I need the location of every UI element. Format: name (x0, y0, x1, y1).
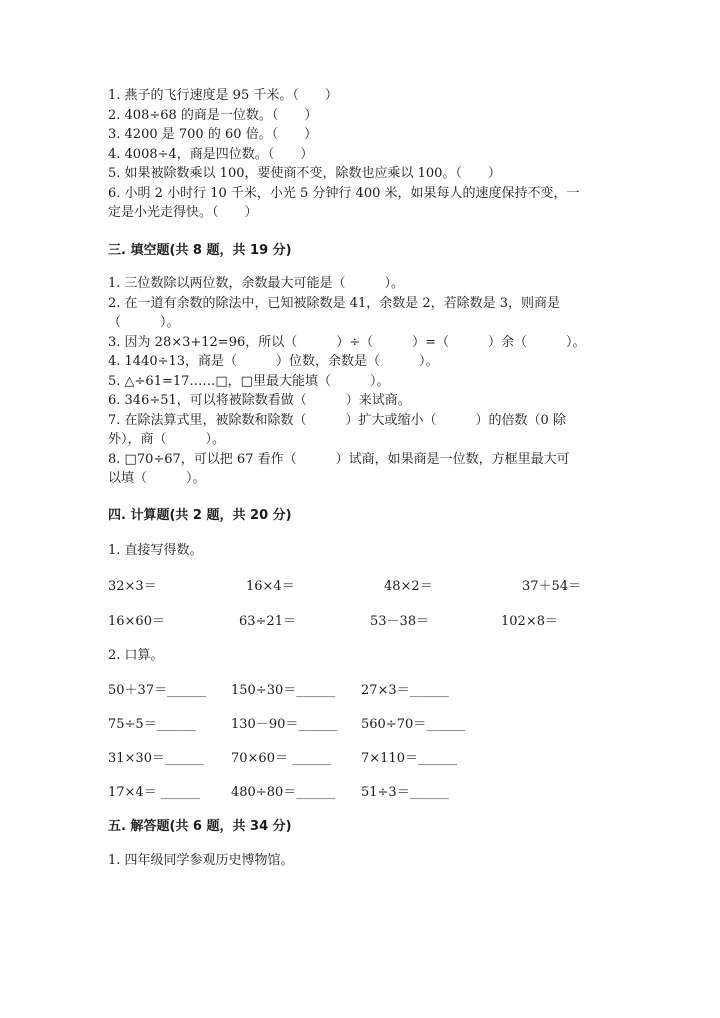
calc-q2-row (108, 783, 613, 803)
calc-q1-problem: 63÷21＝ (239, 613, 296, 629)
fill-item-4: 4. 1440÷13，商是（ ）位数，余数是（ ）。 (108, 354, 439, 369)
judge-item-2: 2. 408÷68 的商是一位数。（ ） (108, 107, 318, 123)
fill-item-3: 3. 因为 28×3+12=96，所以（ ）÷（ ）=（ ）余（ ）。 (108, 334, 586, 350)
calc-q2-problem: 50＋37＝______ (108, 683, 207, 698)
calc-q2-grid (108, 681, 613, 803)
calc-q2-problem: 480÷80＝______ (231, 785, 336, 800)
worksheet-page (108, 86, 613, 870)
calc-q2-row (108, 681, 613, 701)
judge-item-5: 5. 如果被除数乘以 100，要使商不变，除数也应乘以 100。（ ） (108, 166, 501, 181)
fill-item-2: 2. 在一道有余数的除法中，已知被除数是 41，余数是 2，若除数是 3，则商是 (108, 295, 561, 311)
judge-item-3: 3. 4200 是 700 的 60 倍。（ ） (108, 127, 318, 142)
calc-q2-problem: 70×60＝ ______ (231, 751, 332, 766)
calc-q2-row (108, 715, 613, 735)
calc-q1-label: 1. 直接写得数。 (108, 543, 203, 558)
calc-q2-problem: 31×30＝______ (108, 751, 204, 766)
calc-q1-problem: 32×3＝ (108, 578, 157, 594)
judge-item-4: 4. 4008÷4，商是四位数。（ ） (108, 146, 314, 162)
calc-q2-problem: 17×4＝ ______ (108, 785, 200, 800)
calc-q1-problem: 53－38＝ (370, 613, 430, 629)
calc-q1-row (108, 577, 613, 597)
calc-q2-problem: 130－90＝______ (231, 717, 338, 732)
fill-item-1: 1. 三位数除以两位数，余数最大可能是（ ）。 (108, 276, 405, 291)
fill-item-2-cont: （ ）。 (108, 315, 180, 330)
judge-item-6-cont: 定是小光走得快。（ ） (108, 205, 258, 220)
calc-q2-problem: 51÷3＝______ (361, 785, 449, 800)
fill-item-5: 5. △÷61=17……□，□里最大能填（ ）。 (108, 373, 390, 389)
calc-q1-grid (108, 577, 613, 632)
fill-item-7-cont: 外），商（ ）。 (108, 432, 226, 447)
calc-q2-problem: 150÷30＝______ (231, 683, 336, 698)
judge-section (108, 86, 613, 223)
answer-q1: 1. 四年级同学参观历史博物馆。 (108, 852, 294, 868)
calc-q1-problem: 16×4＝ (246, 578, 295, 594)
fill-item-8: 8. □70÷67，可以把 67 看作（ ）试商，如果商是一位数，方框里最大可 (108, 451, 570, 467)
fill-heading: 三. 填空题(共 8 题，共 19 分) (108, 242, 292, 258)
calc-q2-label: 2. 口算。 (108, 647, 164, 663)
calc-q1-problem: 102×8＝ (501, 613, 558, 629)
calc-q2-problem: 75÷5＝______ (108, 717, 196, 732)
calc-q1-problem: 16×60＝ (108, 613, 165, 629)
fill-item-8-cont: 以填（ ）。 (108, 471, 206, 486)
calc-heading: 四. 计算题(共 2 题，共 20 分) (108, 507, 292, 523)
calc-q1-problem: 48×2＝ (384, 578, 433, 594)
calc-q2-problem: 560÷70＝______ (361, 717, 466, 732)
calc-q1-row (108, 612, 613, 632)
judge-item-1: 1. 燕子的飞行速度是 95 千米。（ ） (108, 88, 338, 103)
fill-item-6: 6. 346÷51，可以将被除数看做（ ）来试商。 (108, 393, 411, 408)
fill-section (108, 274, 613, 489)
calc-q2-row (108, 749, 613, 769)
judge-item-6: 6. 小明 2 小时行 10 千米，小光 5 分钟行 400 米，如果每人的速度保持不变，一 (108, 185, 580, 201)
calc-q2-problem: 7×110＝______ (361, 751, 457, 766)
calc-q2-problem: 27×3＝______ (361, 683, 449, 698)
fill-item-7: 7. 在除法算式里，被除数和除数（ ）扩大或缩小（ ）的倍数（0 除 (108, 412, 566, 428)
answer-heading: 五. 解答题(共 6 题，共 34 分) (108, 819, 292, 834)
calc-q1-problem: 37＋54＝ (522, 578, 582, 594)
